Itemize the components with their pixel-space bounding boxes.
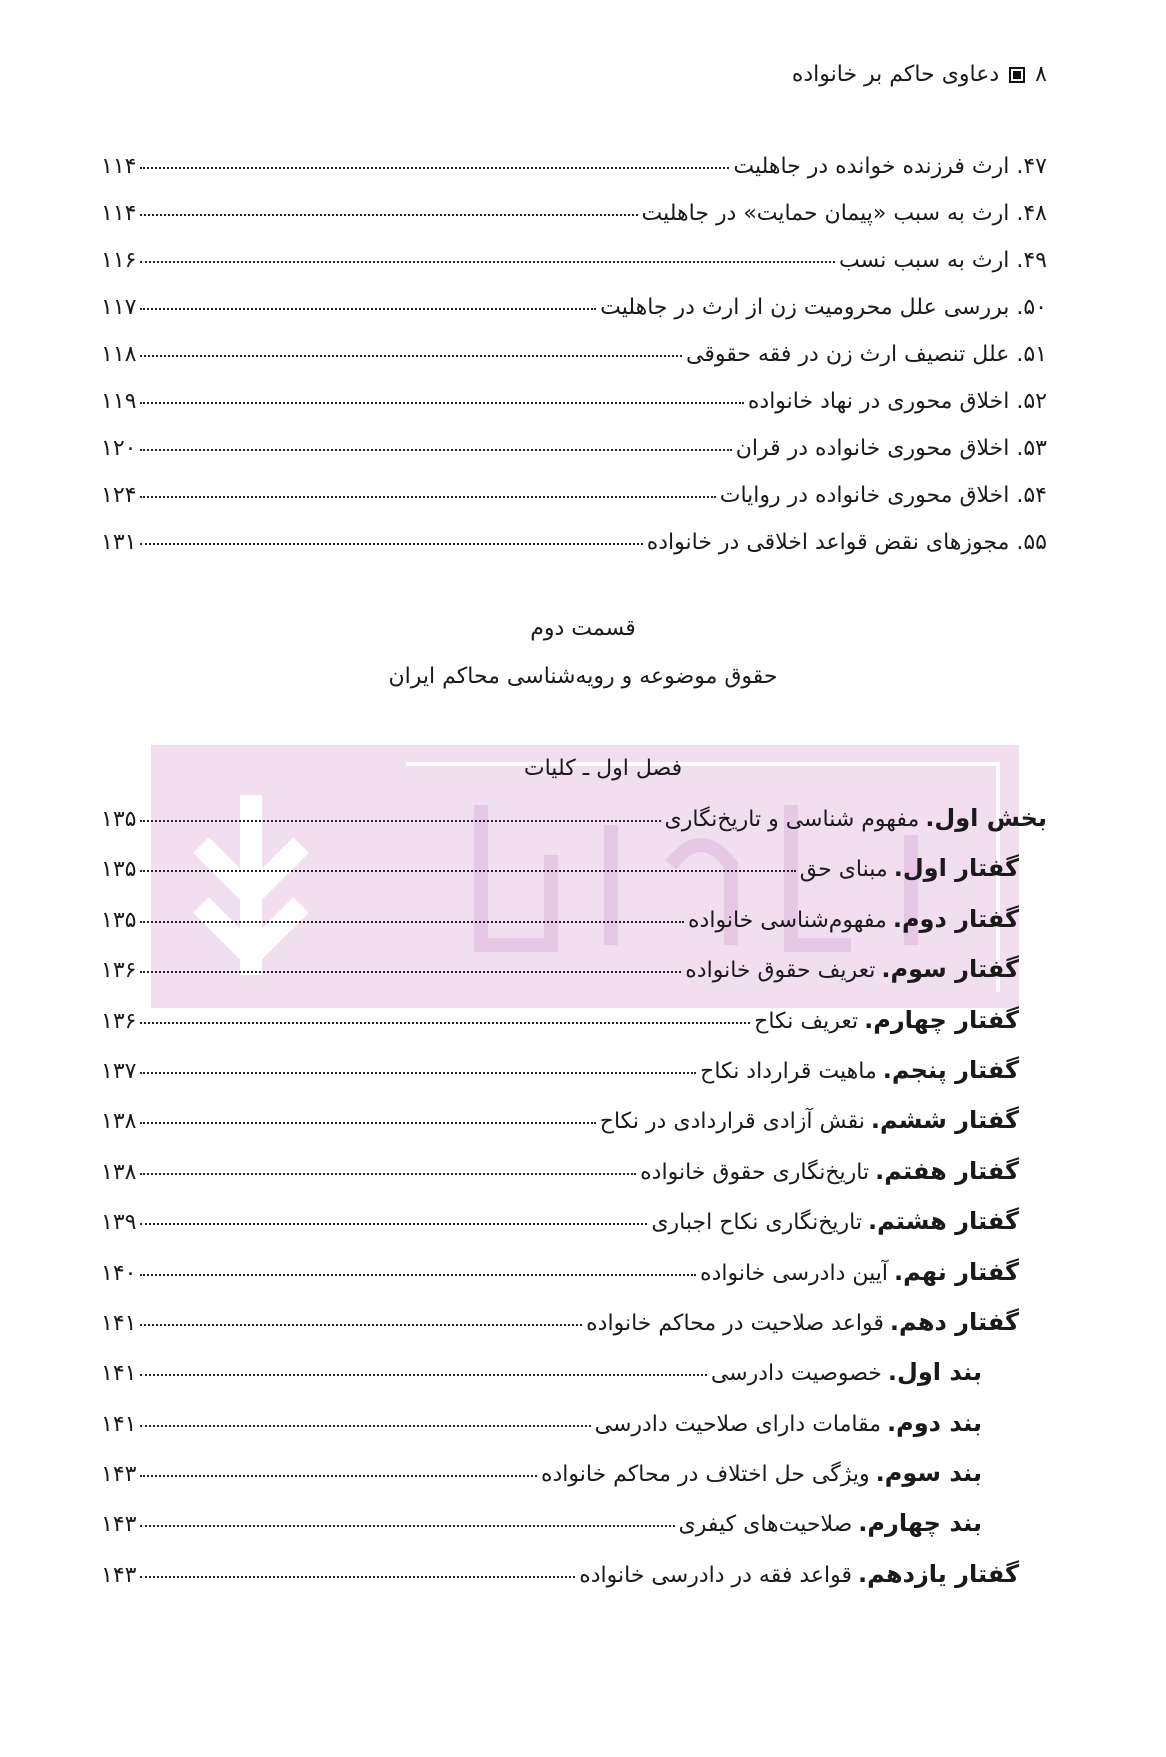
entry-page-number: ۱۱۹	[101, 389, 137, 414]
toc-entry	[101, 284, 1047, 331]
toc-entry	[101, 1196, 1019, 1246]
toc-entry	[101, 1247, 1019, 1297]
entry-label: گفتار دهم.	[889, 1307, 1019, 1336]
dot-leader	[140, 1475, 536, 1477]
dot-leader	[140, 971, 681, 973]
entry-label: گفتار پنجم.	[882, 1055, 1019, 1084]
entry-label: گفتار اول.	[893, 854, 1019, 883]
toc-entry	[101, 944, 1019, 994]
entry-title: ۴۹. ارث به سبب نسب	[839, 248, 1047, 273]
entry-page-number: ۱۳۵	[101, 907, 137, 933]
entry-label: بند اول.	[887, 1358, 982, 1387]
entry-label: گفتار سوم.	[881, 955, 1019, 984]
entry-page-number: ۱۴۰	[101, 1260, 137, 1286]
toc-entry	[101, 425, 1047, 472]
entry-title: ۵۳. اخلاق محوری خانواده در قران	[735, 436, 1047, 461]
toc-entry	[101, 1146, 1019, 1196]
dot-leader	[140, 921, 684, 923]
entry-page-number: ۱۳۱	[101, 530, 137, 555]
dot-leader	[140, 1274, 696, 1276]
entry-title: ۵۵. مجوزهای نقض قواعد اخلاقی در خانواده	[646, 530, 1047, 555]
toc-entry	[101, 190, 1047, 237]
entry-page-number: ۱۳۸	[101, 1109, 137, 1135]
toc-entry	[101, 1045, 1019, 1095]
entry-label: گفتار یازدهم.	[858, 1559, 1019, 1588]
toc-entry	[101, 1498, 982, 1548]
entry-page-number: ۱۱۴	[101, 201, 137, 226]
entry-title: قواعد صلاحیت در محاکم خانواده	[586, 1310, 884, 1336]
entry-label: گفتار چهارم.	[864, 1005, 1019, 1034]
entry-label: بند سوم.	[875, 1459, 982, 1488]
dot-leader	[140, 1576, 575, 1578]
toc-entry	[101, 1347, 982, 1397]
dot-leader	[140, 870, 795, 872]
dot-leader	[140, 308, 596, 310]
entry-title: ۵۲. اخلاق محوری در نهاد خانواده	[747, 389, 1047, 414]
dot-leader	[140, 449, 731, 451]
toc-entry	[101, 378, 1047, 425]
dot-leader	[140, 1374, 706, 1376]
dot-leader	[140, 261, 835, 263]
chapter-title: فصل اول ـ کلیات	[523, 756, 683, 781]
entry-title: آیین دادرسی خانواده	[700, 1260, 888, 1286]
entry-title: تاریخ‌نگاری نکاح اجباری	[651, 1210, 862, 1236]
entry-title: ماهیت قرارداد نکاح	[700, 1058, 877, 1084]
entry-page-number: ۱۱۶	[101, 248, 137, 273]
entry-page-number: ۱۳۷	[101, 1058, 137, 1084]
dot-leader	[140, 1072, 696, 1074]
entry-title: تعریف نکاح	[754, 1008, 859, 1034]
entry-label: بند چهارم.	[858, 1509, 982, 1538]
dot-leader	[140, 1173, 636, 1175]
part-subtitle: حقوق موضوعه و رویه‌شناسی محاکم ایران	[388, 664, 778, 689]
dot-leader	[140, 1022, 750, 1024]
entry-title: مقامات دارای صلاحیت دادرسی	[594, 1411, 882, 1437]
entry-title: نقش آزادی قراردادی در نکاح	[599, 1109, 865, 1135]
entry-label: گفتار دوم.	[892, 904, 1019, 933]
entry-label: بخش اول.	[925, 804, 1047, 832]
entry-page-number: ۱۴۱	[101, 1310, 137, 1336]
entry-page-number: ۱۱۸	[101, 342, 137, 367]
dot-leader	[140, 820, 660, 822]
entry-page-number: ۱۴۳	[101, 1462, 137, 1488]
entry-title: تاریخ‌نگاری حقوق خانواده	[640, 1159, 870, 1185]
entry-page-number: ۱۲۰	[101, 436, 137, 461]
dot-leader	[140, 214, 637, 216]
dot-leader	[140, 1525, 674, 1527]
entry-title: مفهوم‌شناسی خانواده	[688, 907, 887, 933]
dot-leader	[140, 1324, 582, 1326]
toc-section-1	[101, 143, 1166, 566]
entry-title: ۵۱. علل تنصیف ارث زن در فقه حقوقی	[686, 342, 1047, 367]
entry-page-number: ۱۱۴	[101, 154, 137, 179]
entry-title: ۴۸. ارث به سبب «پیمان حمایت» در جاهلیت	[641, 201, 1047, 226]
dot-leader	[140, 496, 715, 498]
part-title: قسمت دوم	[530, 616, 636, 641]
entry-page-number: ۱۴۳	[101, 1562, 137, 1588]
entry-title: صلاحیت‌های کیفری	[678, 1512, 853, 1538]
entry-page-number: ۱۴۱	[101, 1411, 137, 1437]
entry-title: ۵۰. بررسی علل محرومیت زن از ارث در جاهلیت	[600, 295, 1047, 320]
entry-title: ۴۷. ارث فرزنده خوانده در جاهلیت	[733, 154, 1047, 179]
dot-leader	[140, 1223, 647, 1225]
entry-title: مفهوم شناسی و تاریخ‌نگاری	[664, 807, 920, 832]
entry-label: بند دوم.	[887, 1408, 982, 1437]
entry-page-number: ۱۳۶	[101, 1008, 137, 1034]
dot-leader	[140, 402, 743, 404]
toc-entry	[101, 519, 1047, 566]
entry-page-number: ۱۴۳	[101, 1512, 137, 1538]
entry-page-number: ۱۳۵	[101, 807, 137, 832]
toc-entry	[101, 143, 1047, 190]
entry-title: قواعد فقه در دادرسی خانواده	[579, 1562, 853, 1588]
toc-entry	[101, 1398, 982, 1448]
entry-label: گفتار نهم.	[893, 1257, 1019, 1286]
toc-entry	[101, 843, 1019, 893]
dot-leader	[140, 1425, 590, 1427]
entry-page-number: ۱۳۸	[101, 1159, 137, 1185]
entry-label: گفتار هشتم.	[867, 1207, 1019, 1236]
page-number: ۸	[1035, 62, 1047, 87]
toc-entry	[101, 1297, 1019, 1347]
running-header	[792, 62, 1047, 87]
entry-page-number: ۱۳۵	[101, 857, 137, 883]
toc-entry	[101, 894, 1019, 944]
entry-label: گفتار ششم.	[870, 1106, 1019, 1135]
toc-entry	[101, 995, 1019, 1045]
entry-page-number: ۱۴۱	[101, 1361, 137, 1387]
toc-entry	[101, 1448, 982, 1498]
toc-entry	[101, 237, 1047, 284]
entry-title: تعریف حقوق خانواده	[685, 958, 876, 984]
entry-page-number: ۱۳۶	[101, 958, 137, 984]
entry-title: ۵۴. اخلاق محوری خانواده در روایات	[719, 483, 1047, 508]
book-title: دعاوی حاکم بر خانواده	[791, 62, 1000, 87]
toc-entry	[101, 1095, 1019, 1145]
entry-label: گفتار هفتم.	[875, 1156, 1019, 1185]
entry-title: مبنای حق	[799, 857, 888, 883]
toc-entry	[101, 331, 1047, 378]
entry-page-number: ۱۲۴	[101, 483, 137, 508]
entry-title: ویژگی حل اختلاف در محاکم خانواده	[540, 1462, 870, 1488]
toc-entry	[101, 472, 1047, 519]
dot-leader	[140, 167, 729, 169]
entry-title: خصوصیت دادرسی	[710, 1361, 882, 1387]
dot-leader	[140, 543, 642, 545]
toc-entry	[101, 793, 1047, 843]
entry-page-number: ۱۱۷	[101, 295, 137, 320]
dot-leader	[140, 1122, 595, 1124]
entry-page-number: ۱۳۹	[101, 1210, 137, 1236]
square-bullet-icon	[1009, 67, 1025, 83]
dot-leader	[140, 355, 682, 357]
toc-section-2	[101, 793, 1166, 1599]
toc-entry	[101, 1549, 1019, 1599]
